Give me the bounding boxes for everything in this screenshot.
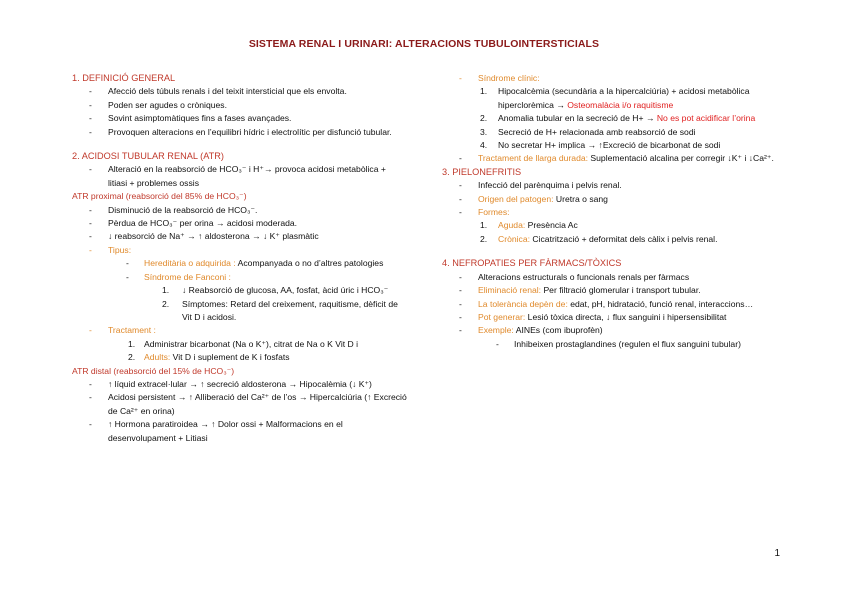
list-item: 2. Adults: Vit D i suplement de K i fosfats — [128, 352, 290, 363]
left-column — [72, 72, 407, 445]
section-heading-pielonefritis: 3. PIELONEFRITIS — [442, 166, 522, 177]
list-item: - Síndrome de Fanconi : — [126, 271, 231, 282]
list-item-tipus: - Tipus: — [89, 244, 132, 255]
list-item: - Poden ser agudes o cròniques. — [89, 99, 227, 110]
list-item: - Sovint asimptomàtiques fins a fases avançades. — [89, 113, 292, 124]
right-column — [442, 72, 787, 351]
subheading-atr-distal: ATR distal (reabsorció del 15% de HCO₃⁻) — [72, 365, 235, 376]
list-item: 2. Anomalia tubular en la secreció de H+ → No es pot acidificar l’orina — [480, 113, 756, 124]
list-item: - Hereditària o adquirida : Acompanyada o no d’altres patologies — [126, 258, 384, 269]
list-item: 1. ↓ Reabsorció de glucosa, AA, fosfat, àcid úric i HCO₃⁻ — [162, 285, 389, 296]
list-item: - ↑ Hormona paratiroidea → ↑ Dolor ossi + Malformacions en el desenvolupament + Litiasi — [89, 419, 343, 443]
section-heading-definicio: 1. DEFINICIÓ GENERAL — [72, 73, 176, 83]
list-item: - Pèrdua de HCO₃⁻ per orina → acidosi moderada. — [89, 218, 298, 229]
list-item: - Acidosi persistent → ↑ Alliberació del Ca²⁺ de l’os → Hipercalciúria (↑ Excreció de Ca²⁺ en orina) — [89, 392, 407, 416]
list-item: - Alteracions estructurals o funcionals renals per fàrmacs — [459, 271, 690, 282]
section-heading-atr: 2. ACIDOSI TUBULAR RENAL (ATR) — [72, 151, 224, 162]
list-item: - Tractament de llarga durada: Suplementació alcalina per corregir ↓K⁺ i ↓Ca²⁺. — [459, 153, 774, 164]
list-item: - Alteració en la reabsorció de HCO₃⁻ i H⁺→ provoca acidosi metabòlica + litiasi + problemes ossis — [89, 164, 386, 188]
list-item: 4. No secretar H+ implica → ↑Excreció de bicarbonat de sodi — [480, 140, 721, 151]
list-item: - Exemple: AINEs (com ibuprofèn) — [459, 325, 603, 336]
subheading-atr-proximal: ATR proximal (reabsorció del 85% de HCO₃⁻) — [72, 191, 247, 202]
list-item: 1. Administrar bicarbonat (Na o K⁺), citrat de Na o K Vit D i — [128, 338, 359, 349]
list-item-sindrome: - Síndrome clínic: — [459, 73, 540, 83]
list-item-tractament: - Tractament : — [89, 325, 156, 336]
list-item: - ↑ líquid extracel·lular → ↑ secreció aldosterona → Hipocalèmia (↓ K⁺) — [89, 378, 372, 389]
list-item: - Disminució de la reabsorció de HCO₃⁻. — [89, 204, 258, 215]
list-item: - Pot generar: Lesió tòxica directa, ↓ flux sanguini i hipersensibilitat — [459, 311, 727, 322]
list-item: - Provoquen alteracions en l’equilibri hídric i electrolític per disfunció tubular. — [89, 126, 392, 137]
list-item: - Origen del patogen: Uretra o sang — [459, 193, 608, 204]
list-item: 1. Aguda: Presència Ac — [480, 220, 578, 231]
list-item: - Infecció del parènquima i pelvis renal. — [459, 180, 622, 191]
list-item: - Afecció dels túbuls renals i del teixit intersticial que els envolta. — [89, 86, 347, 97]
list-item: - Formes: — [459, 207, 510, 218]
page-title: SISTEMA RENAL I URINARI: ALTERACIONS TUBULOINTERSTICIALS — [248, 38, 600, 50]
list-item: 3. Secreció de H+ relacionada amb reabsorció de sodi — [480, 126, 696, 137]
list-item: - ↓ reabsorció de Na⁺ → ↑ aldosterona → ↓ K⁺ plasmàtic — [89, 231, 319, 242]
section-heading-nefropaties: 4. NEFROPATIES PER FÀRMACS/TÒXICS — [442, 258, 622, 269]
list-item: 1. Hipocalcèmia (secundària a la hipercalciúria) + acidosi metabòlica hiperclorèmica → Osteomalàcia i/o raquitisme — [480, 86, 750, 110]
page-number: 1 — [774, 548, 780, 559]
list-item: - Eliminació renal: Per filtració glomerular i transport tubular. — [459, 285, 701, 296]
list-item: 2. Crònica: Cicatrització + deformitat dels càlix i pelvis renal. — [480, 233, 718, 244]
list-item: 2. Símptomes: Retard del creixement, raquitisme, dèficit de Vit D i acidosi. — [162, 298, 398, 322]
list-item: - La tolerància depèn de: edat, pH, hidratació, funció renal, interaccions… — [459, 298, 754, 309]
list-item: - Inhibeixen prostaglandines (regulen el flux sanguini tubular) — [496, 338, 741, 349]
